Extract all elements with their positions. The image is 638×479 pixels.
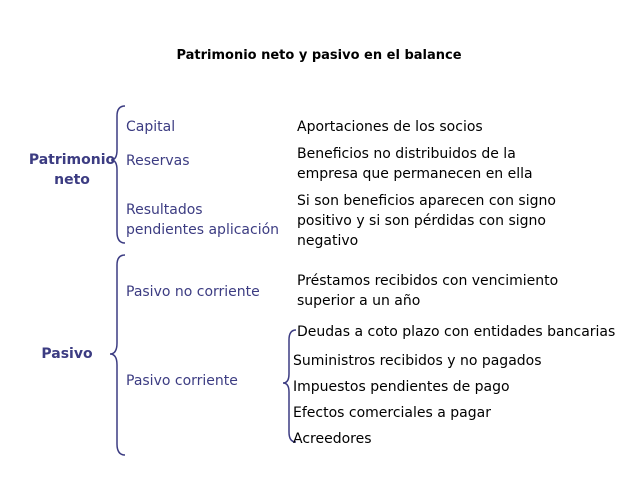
desc-resultados-line2: positivo y si son pérdidas con signo	[297, 213, 546, 229]
pasivo-corriente-item: Efectos comerciales a pagar	[293, 405, 491, 421]
desc-capital-line1: Aportaciones de los socios	[297, 119, 483, 135]
term-resultados	[126, 200, 279, 240]
pasivo-bracket	[110, 255, 125, 455]
term-capital-line: Capital	[126, 119, 176, 135]
patrimonio-label-line1: Patrimonio	[28, 152, 116, 168]
diagram-title: Patrimonio neto y pasivo en el balance	[176, 48, 462, 63]
term-resultados-line2: pendientes aplicación	[126, 222, 280, 238]
desc-resultados-line3: negativo	[297, 233, 359, 249]
desc-pasivo-no-corriente-line1: Préstamos recibidos con vencimiento	[297, 273, 559, 289]
desc-capital	[297, 117, 483, 137]
term-reservas-line: Reservas	[126, 153, 190, 169]
pasivo-label: Pasivo	[41, 346, 93, 362]
patrimonio-label-line2: neto	[54, 172, 90, 188]
desc-reservas-line2: empresa que permanecen en ella	[297, 166, 533, 182]
desc-resultados	[297, 191, 556, 251]
term-capital	[126, 117, 175, 137]
pasivo-corriente-item: Impuestos pendientes de pago	[293, 379, 510, 395]
desc-reservas-line1: Beneficios no distribuidos de la	[297, 146, 516, 162]
term-pasivo-corriente: Pasivo corriente	[126, 373, 238, 389]
term-resultados-line1: Resultados	[126, 202, 203, 218]
pasivo-corriente-item: Suministros recibidos y no pagados	[293, 353, 542, 369]
desc-pasivo-no-corriente-line2: superior a un año	[297, 293, 421, 309]
desc-pasivo-no-corriente	[297, 271, 558, 311]
desc-resultados-line1: Si son beneficios aparecen con signo	[297, 193, 556, 209]
pasivo-corriente-item: Deudas a coto plazo con entidades bancarias	[297, 324, 616, 340]
patrimonio-neto-label	[28, 150, 116, 190]
term-reservas	[126, 151, 190, 171]
desc-reservas	[297, 144, 533, 184]
pasivo-corriente-item: Acreedores	[293, 431, 372, 447]
term-pasivo-no-corriente: Pasivo no corriente	[126, 284, 260, 300]
